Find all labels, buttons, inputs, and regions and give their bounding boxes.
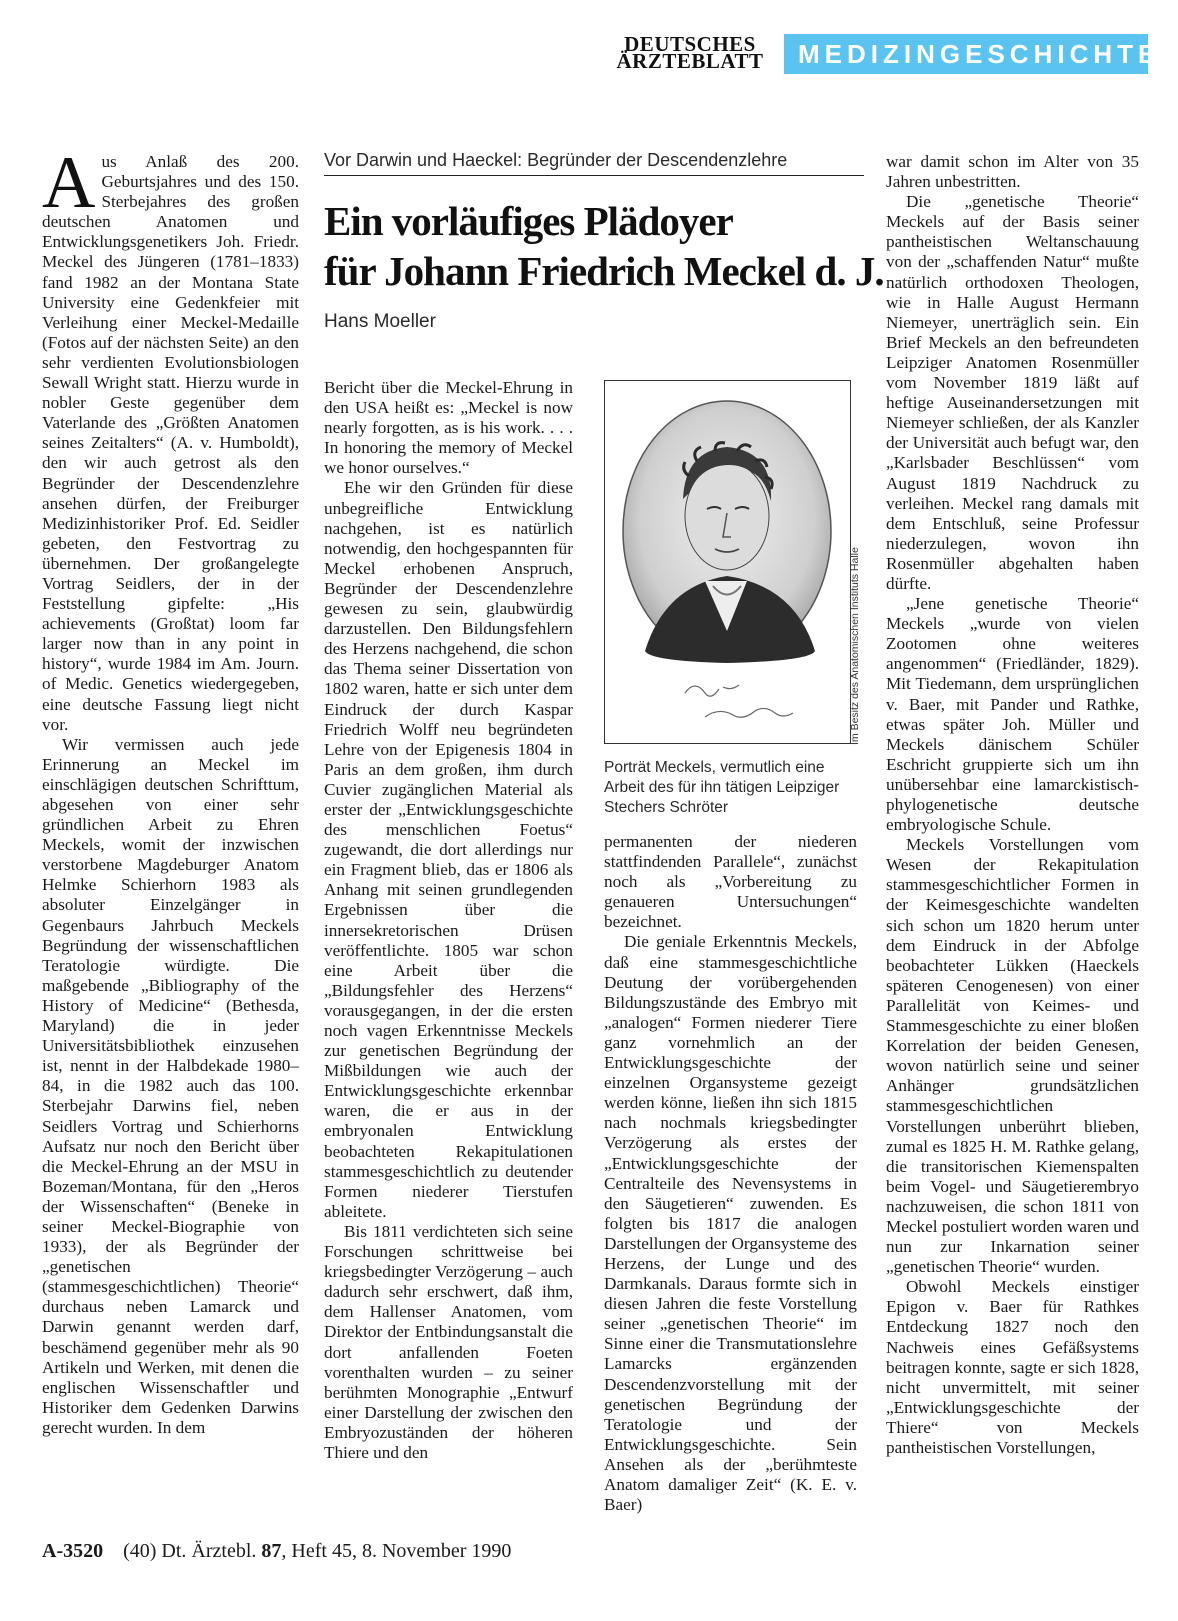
paragraph: Bis 1811 verdichteten sich seine Forschungen schrittweise bei kriegsbedingter Verzögerung – auch dadurch sehr erschwert, daß ihm, dem Hallenser Anatomen, vom Direktor der Entbindungsanstalt die dort anfallenden Foeten vorenthalten wurden – zu seiner berühmten Monographie „Entwurf einer Darstellung der zwischen den Embryozuständen der höheren Thiere und den bbox=[324, 1221, 573, 1462]
paragraph: Bericht über die Meckel-Ehrung in den USA heißt es: „Meckel is now nearly forgotten, as is his work. . . . In honoring the memory of Meckel we honor ourselves.“ bbox=[324, 378, 573, 478]
paragraph: Obwohl Meckels einstiger Epigon v. Baer für Rathkes Entdeckung 1827 noch den Nachweis eines Gefäßsystems beitragen konnte, sagte er sich 1828, nicht unvermittelt, mit seiner „Entwicklungsgeschichte der Thiere“ von Meckels pantheistischen Vorstellungen, bbox=[886, 1277, 1139, 1457]
page-footer bbox=[42, 1540, 511, 1563]
paragraph: Meckels Vorstellungen vom Wesen der Rekapitulation stammesgeschichtlicher Formen in der Keimesgeschichte wandelten sich schon um 1820 herum unter dem Eindruck in der Abfolge beobachteter Lükken (Haeckels späteren Cenogenesen) von einer Parallelität von Keimes- und Stammesgeschichte zu einer bloßen Korrelation der beiden Genesen, wovon natürlich seine und seiner Anhänger grundsätzlichen stammesgeschichtlichen Vorstellungen unberührt blieben, zumal es 1825 H. M. Rathke gelang, die transitorischen Kiemenspalten beim Vogel- und Säugetierembryo nachzuweisen, die schon 1811 von Meckel postuliert worden waren und nun zur Inkarnation seiner „genetischen Theorie“ wurden. bbox=[886, 835, 1139, 1277]
paragraph: „Jene genetische Theorie“ Meckels „wurde von vielen Zootomen ohne weiteres angenommen“ (Friedländer, 1829). Mit Tiedemann, dem ursprünglichen v. Baer, mit Pander und Rathke, etwas später Joh. Müller und Meckels dänischem Schüler Eschricht gruppierte sich um ihn unübersehbar eine lamarckistisch-phylogenetische deutsche embryologische Schule. bbox=[886, 594, 1139, 835]
page-number: A-3520 bbox=[42, 1540, 104, 1562]
headline-line1: Ein vorläufiges Plädoyer bbox=[324, 198, 733, 244]
paragraph: Die „genetische Theorie“ Meckels auf der Basis seiner pantheistischen Weltanschauung von der „schaffenden Natur“ mußte natürlich orthodoxen Theologen, wie in Halle August Hermann Niemeyer, unerträglich sein. Ein Brief Meckels an den befreundeten Leipziger Anatomen Rosenmüller vom November 1819 läßt auf heftige Auseinandersetzungen mit Niemeyer schließen, der als Kanzler der Universität auch befugt war, den „Karlsbader Beschlüssen“ vom August 1819 Nachdruck zu verleihen. Meckel rang damals mit dem Entschluß, seine Professur niederzulegen, wovon ihn Rosenmüller abgehalten haben dürfte. bbox=[886, 192, 1139, 593]
footer-issue: , Heft 45, 8. November 1990 bbox=[281, 1540, 512, 1562]
masthead-line2: ÄRZTEBLATT bbox=[616, 49, 764, 73]
text-column-1 bbox=[42, 142, 299, 1438]
paragraph: war damit schon im Alter von 35 Jahren unbestritten. bbox=[886, 152, 1139, 192]
article-overline: Vor Darwin und Haeckel: Begründer der Descendenzlehre bbox=[324, 150, 864, 176]
paragraph: Die geniale Erkenntnis Meckels, daß eine stammesgeschichtliche Deutung der vorübergehenden Bildungszustände des Embryo mit „analogen“ Formen niederer Tiere ganz vornehmlich an der Entwicklungsgeschichte der einzelnen Organsysteme gezeigt werden könne, ließen ihn sich 1815 nach nochmals kriegsbedingter Verzögerung als erstes der „Entwicklungsgeschichte der Centralteile des Nevensystems in den Säugetieren“ zuwenden. Es folgten bis 1817 die analogen Darstellungen der Organsysteme des Herzens, der Lunge und des Darmkanals. Daraus formte sich in diesen Jahren die feste Vorstellung seiner „genetischen Theorie“ im Sinne einer die Transmutationslehre Lamarcks ergänzenden Descendenzvorstellung mit der genetischen Begründung der Teratologie und der Entwicklungsgeschichte. Sein Ansehen als der „berühmteste Anatom damaliger Zeit“ (K. E. v. Baer) bbox=[604, 932, 857, 1515]
image-credit: Im Besitz des Anatomischen Instituts Halle bbox=[849, 547, 861, 745]
journal-masthead bbox=[608, 32, 772, 73]
paragraph: permanenten der niederen stattfindenden Parallele“, zunächst noch als „Vorbereitung zu genaueren Untersuchungen“ bezeichnet. bbox=[604, 832, 857, 932]
headline-line2: für Johann Friedrich Meckel d. J. bbox=[324, 248, 884, 294]
article-author: Hans Moeller bbox=[324, 311, 436, 332]
portrait-engraving bbox=[605, 381, 849, 742]
paragraph: Ehe wir den Gründen für diese unbegreifliche Entwicklung nachgehen, ist es natürlich notwendig, den hochgespannten für Meckel erhobenen Anspruch, Begründer der Descendenzlehre gewesen zu sein, glaubwürdig darzustellen. Den Bildungsfehlern des Herzens nachgehend, die schon das Thema seiner Dissertation von 1802 waren, hatte er sich unter dem Eindruck der durch Kaspar Friedrich Wolff neu begründeten Lehre von der Epigenesis 1804 in Paris an dem großen, ihm durch Cuvier zugänglichen Material als erster der „Entwicklungsgeschichte des menschlichen Foetus“ zugewandt, die dort allerdings nur ein Fragment blieb, das er 1806 als Anhang mit seinen grundlegenden Ergebnissen über die innersekretorischen Drüsen veröffentlichte. 1805 war schon eine Arbeit über die „Bildungsfehler des Herzens“ vorausgegangen, in der die ersten noch vagen Erkenntnisse Meckels zur genetischen Begründung der Mißbildungen wie auch der Entwicklungsgeschichte erkennbar waren, die er aus in der embryonalen Entwicklung beobachteten Rekapitulationen stammesgeschichtlich zu deutender Formen niederer Tierstufen ableitete. bbox=[324, 478, 573, 1221]
image-caption: Porträt Meckels, vermutlich eine Arbeit des für ihn tätigen Leipziger Stechers Schröter bbox=[604, 759, 840, 816]
masthead-line1: DEUTSCHES bbox=[624, 32, 756, 56]
text-column-4 bbox=[886, 152, 1139, 1458]
article-headline bbox=[324, 196, 884, 296]
drop-cap: A bbox=[42, 142, 96, 224]
text-column-2 bbox=[324, 378, 573, 1463]
paragraph: Wir vermissen auch jede Erinnerung an Meckel im einschlägigen deutschen Schrifttum, abgesehen von einer sehr gründlichen Arbeit zu Ehren Meckels, womit der inzwischen verstorbene Magdeburger Anatom Helmke Schierhorn 1983 als absoluter Einzelgänger in Gegenbaurs Jahrbuch Meckels Begründung der wissenschaftlichen Teratologie würdigte. Die maßgebende „Bibliography of the History of Medicine“ (Bethesda, Maryland) die in jeder Universitätsbibliothek einzusehen ist, nennt in der Halbdekade 1980–84, in die 1982 auch das 100. Sterbejahr Darwins fiel, neben Seidlers Vortrag und Schierhorns Aufsatz nur noch den Bericht über die Meckel-Ehrung an der MSU in Bozeman/Montana, für den „Heros der Wissenschaften“ (Beneke in seiner Meckel-Biographie von 1933), der als Begründer der „genetischen (stammesgeschichtlichen) Theorie“ durchaus neben Lamarck und Darwin genannt werden darf, beschämend gegenüber mehr als 90 Artikeln und Werken, mit denen die englischen Wissenschaftler und Historiker dem Gedenken Darwins gerecht wurden. In dem bbox=[42, 734, 299, 1437]
paragraph: Aus Anlaß des 200. Geburtsjahres und des 150. Sterbejahres des großen deutschen Anatomen und Entwicklungsgenetikers Joh. Friedr. Meckel des Jüngeren (1781–1833) fand 1982 an der Montana State University eine Gedenkfeier mit Verleihung einer Meckel-Medaille (Fotos auf der nächsten Seite) an den sehr verdienten Evolutionsbiologen Sewall Wright statt. Hierzu wurde in nobler Geste gegenüber dem Vaterlande des „Größten Anatomen seines Zeitalters“ (A. v. Humboldt), den wir auch getrost als den Begründer der Descendenzlehre ansehen dürfen, der Freiburger Medizinhistoriker Prof. Ed. Seidler gebeten, den Festvortrag zu übernehmen. Der großangelegte Vortrag Seidlers, der in der Feststellung gipfelte: „His achievements (Großtat) loom far larger now than in any point in history“, wurde 1984 im Am. Journ. of Medic. Genetics wiedergegeben, eine deutsche Fassung liegt nicht vor. bbox=[42, 142, 299, 734]
section-banner: MEDIZINGESCHICHTE bbox=[784, 34, 1148, 74]
text-column-3 bbox=[604, 832, 857, 1515]
portrait-image bbox=[604, 380, 851, 744]
footer-pagenum: (40) Dt. Ärztebl. bbox=[123, 1540, 257, 1562]
footer-volume: 87 bbox=[261, 1540, 282, 1562]
